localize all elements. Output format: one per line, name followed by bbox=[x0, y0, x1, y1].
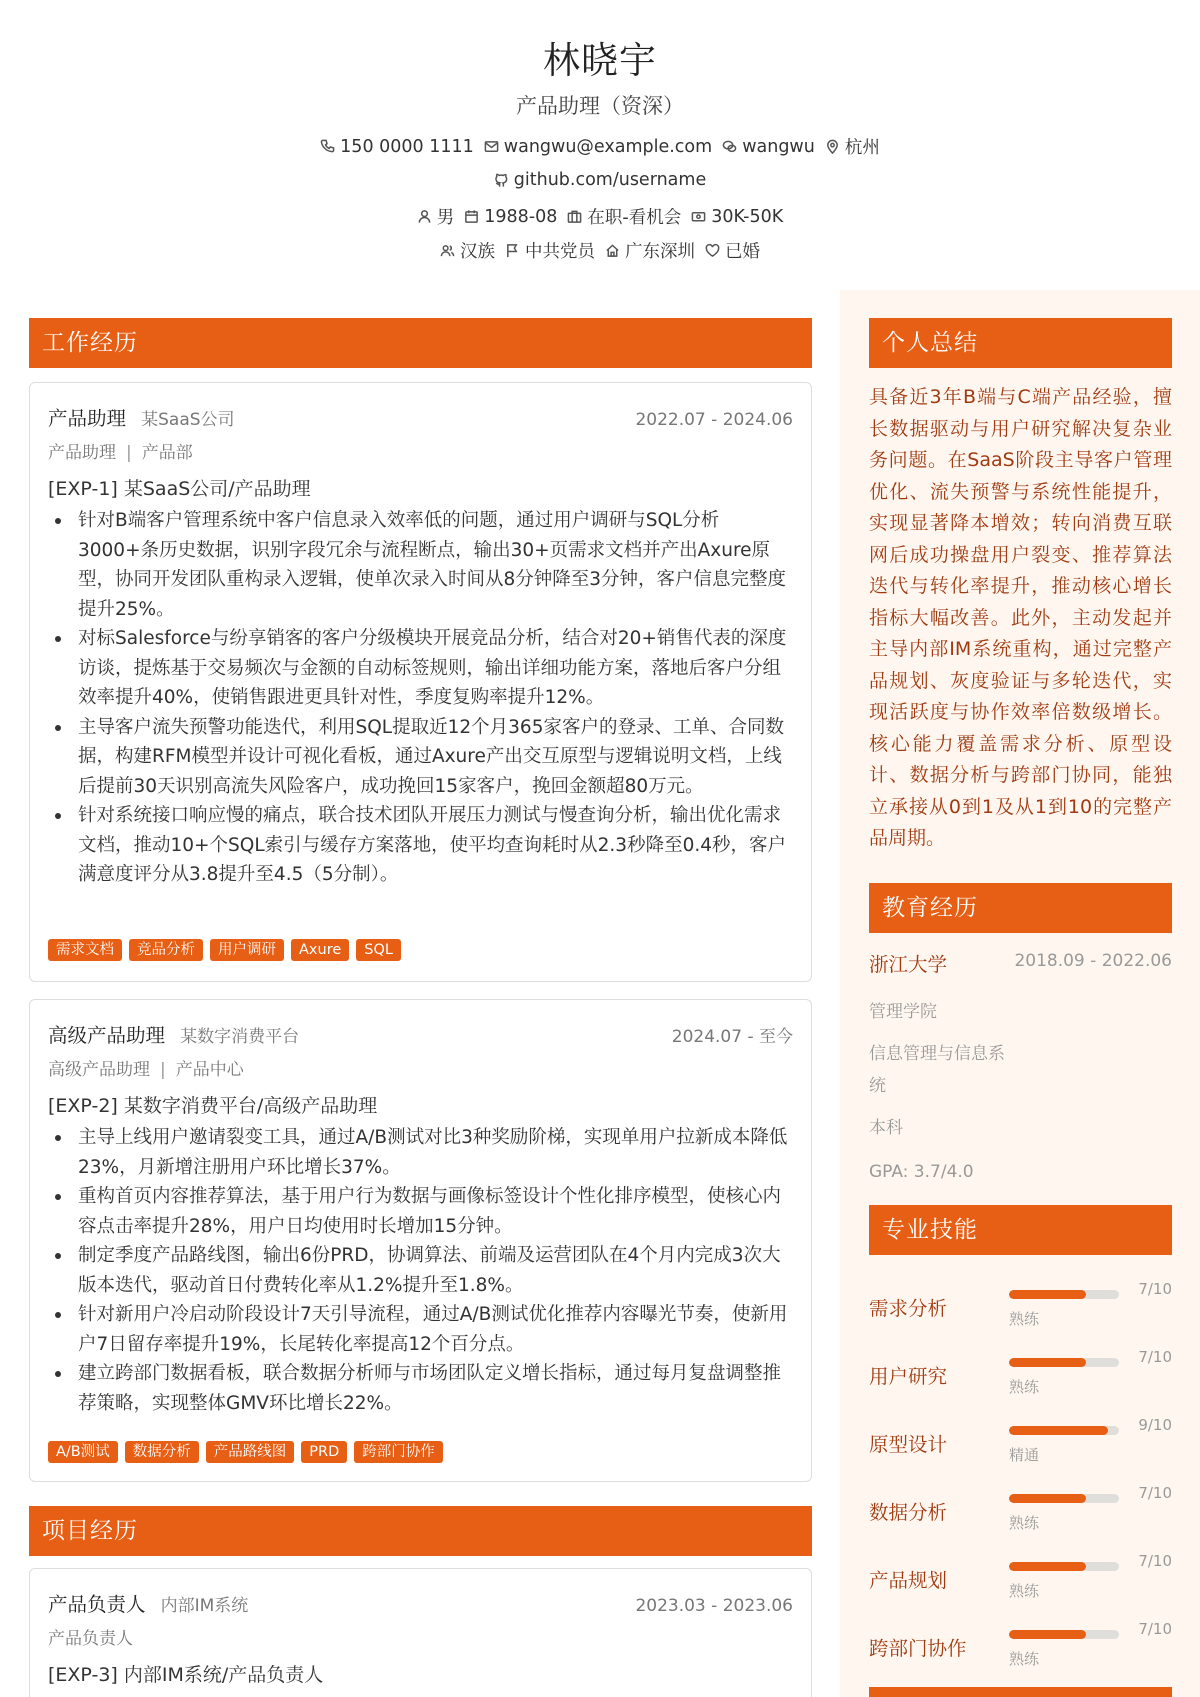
work-bullets bbox=[48, 1123, 793, 1418]
skill-tag: 数据分析 bbox=[125, 1441, 199, 1463]
summary-text: 具备近3年B端与C端产品经验，擅长数据驱动与用户研究解决复杂业务问题。在SaaS阶段主导客户管理优化、流失预警与系统性能提升，实现显著降本增效；转向消费互联网后成功操盘用户裂变、推荐算法迭代与转化率提升，推动核心增长指标大幅改善。此外，主动发起并主导内部IM系统重构，通过完整产品规划、灰度验证与多轮迭代，实现活跃度与协作效率倍数级增长。核心能力覆盖需求分析、原型设计、数据分析与跨部门协同，能独立承接从0到1及从1到10的完整产品周期。 bbox=[869, 386, 1172, 849]
work-org: 某数字消费平台 bbox=[180, 1027, 300, 1047]
github-icon bbox=[494, 173, 509, 188]
city-item bbox=[825, 134, 880, 159]
skill-progress-fill bbox=[1009, 1562, 1086, 1571]
skill-tag: 用户调研 bbox=[210, 939, 284, 961]
work-date: 2022.07 - 2024.06 bbox=[635, 410, 793, 430]
skill-tag: A/B测试 bbox=[48, 1441, 118, 1463]
skill-score: 7/10 bbox=[1138, 1348, 1172, 1366]
github-text: github.com/username bbox=[513, 170, 707, 190]
list-item: 针对新用户冷启动阶段设计7天引导流程，通过A/B测试优化推荐内容曝光节奏，使新用户7日留存率提升19%，长尾转化率提高12个百分点。 bbox=[48, 1300, 793, 1359]
skill-tag: PRD bbox=[301, 1441, 347, 1463]
skill-tag: Axure bbox=[291, 939, 349, 961]
flag-icon bbox=[505, 243, 520, 258]
edu-degree: 本科 bbox=[869, 1118, 903, 1138]
edu-major: 信息管理与信息系统 bbox=[869, 1044, 1005, 1096]
marital-item bbox=[705, 238, 760, 263]
hometown-text: 广东深圳 bbox=[625, 242, 695, 262]
skill-row bbox=[869, 1527, 1172, 1600]
skill-row bbox=[869, 1391, 1172, 1464]
skill-tag: 需求文档 bbox=[48, 939, 122, 961]
work-date: 2024.07 - 至今 bbox=[671, 1027, 793, 1047]
skill-progress-bar bbox=[1009, 1358, 1119, 1367]
skills-list bbox=[869, 1255, 1172, 1675]
personal-row bbox=[0, 238, 1200, 263]
work-exp-label: [EXP-2] 某数字消费平台/高级产品助理 bbox=[48, 1095, 378, 1117]
project-card-1 bbox=[29, 1568, 812, 1697]
email-item[interactable] bbox=[484, 137, 712, 157]
project-position: 产品负责人 bbox=[48, 1629, 133, 1649]
calendar-icon bbox=[464, 209, 479, 224]
phone-text: 150 0000 1111 bbox=[340, 136, 474, 157]
group-icon bbox=[440, 243, 455, 258]
skill-tag: 跨部门协作 bbox=[354, 1441, 443, 1463]
skill-progress-fill bbox=[1009, 1290, 1086, 1299]
email-text: wangwu@example.com bbox=[503, 136, 713, 157]
skill-progress-bar bbox=[1009, 1494, 1119, 1503]
skill-row bbox=[869, 1595, 1172, 1668]
candidate-role: 产品助理（资深） bbox=[516, 94, 684, 118]
work-org: 某SaaS公司 bbox=[141, 410, 235, 430]
skill-tag: SQL bbox=[356, 939, 401, 961]
work-card-head bbox=[48, 1020, 793, 1048]
edu-school: 浙江大学 bbox=[869, 953, 948, 976]
marital-text: 已婚 bbox=[725, 242, 760, 262]
list-item: 主导上线用户邀请裂变工具，通过A/B测试对比3种奖励阶梯，实现单用户拉新成本降低23%，月新增注册用户环比增长37%。 bbox=[48, 1123, 793, 1182]
skill-name: 原型设计 bbox=[869, 1433, 948, 1456]
list-item: 主导客户流失预警功能迭代，利用SQL提取近12个月365家客户的登录、工单、合同数据，构建RFM模型并设计可视化看板，通过Axure产出交互原型与逻辑说明文档，上线后提前30天识别高流失风险客户，成功挽回15家客户，挽回金额超80万元。 bbox=[48, 713, 793, 802]
skill-name: 需求分析 bbox=[869, 1297, 948, 1320]
birth-item bbox=[464, 207, 557, 227]
work-sub-separator: | bbox=[160, 1060, 166, 1080]
skill-score: 7/10 bbox=[1138, 1552, 1172, 1570]
skill-tag: 产品路线图 bbox=[206, 1441, 295, 1463]
skill-level: 熟练 bbox=[1009, 1310, 1040, 1328]
ethnicity-item bbox=[440, 238, 495, 263]
skill-name: 跨部门协作 bbox=[869, 1637, 967, 1660]
city-text: 杭州 bbox=[844, 138, 880, 158]
project-org: 内部IM系统 bbox=[160, 1596, 249, 1616]
salary-item bbox=[691, 207, 783, 227]
work-card-head bbox=[48, 403, 793, 431]
job-status-text: 在职-看机会 bbox=[587, 208, 682, 228]
skill-score: 9/10 bbox=[1138, 1416, 1172, 1434]
skill-name: 产品规划 bbox=[869, 1569, 948, 1592]
phone-item[interactable] bbox=[320, 137, 474, 157]
summary-heading: 个人总结 bbox=[869, 318, 1172, 368]
gender-item bbox=[417, 204, 455, 229]
home-icon bbox=[605, 243, 620, 258]
list-item: 制定季度产品路线图，输出6份PRD，协调算法、前端及运营团队在4个月内完成3次大版本迭代，驱动首日付费转化率从1.2%提升至1.8%。 bbox=[48, 1241, 793, 1300]
wechat-text: wangwu bbox=[742, 136, 815, 157]
skill-progress-bar bbox=[1009, 1426, 1119, 1435]
work-tags bbox=[48, 939, 401, 961]
edu-header bbox=[869, 933, 1172, 983]
profile-row bbox=[0, 204, 1200, 229]
work-bullets bbox=[48, 506, 793, 890]
skill-level: 熟练 bbox=[1009, 1650, 1040, 1668]
hometown-item bbox=[605, 238, 695, 263]
politics-text: 中共党员 bbox=[525, 242, 595, 262]
skill-level: 精通 bbox=[1009, 1446, 1040, 1464]
ethnicity-text: 汉族 bbox=[460, 242, 495, 262]
skills-heading: 专业技能 bbox=[869, 1205, 1172, 1255]
list-item: 针对B端客户管理系统中客户信息录入效率低的问题，通过用户调研与SQL分析3000+条历史数据，识别字段冗余与流程断点，输出30+页需求文档并产出Axure原型，协同开发团队重构录入逻辑，使单次录入时间从8分钟降至3分钟，客户信息完整度提升25%。 bbox=[48, 506, 793, 624]
edu-college: 管理学院 bbox=[869, 1002, 937, 1022]
work-dept: 产品中心 bbox=[175, 1060, 244, 1080]
phone-icon bbox=[320, 139, 335, 154]
birth-text: 1988-08 bbox=[484, 206, 558, 227]
skill-level: 熟练 bbox=[1009, 1378, 1040, 1396]
skill-score: 7/10 bbox=[1138, 1620, 1172, 1638]
skill-score: 7/10 bbox=[1138, 1280, 1172, 1298]
next-section-heading bbox=[869, 1687, 1172, 1697]
skill-progress-fill bbox=[1009, 1426, 1108, 1435]
mail-icon bbox=[484, 139, 499, 154]
work-sub bbox=[48, 1055, 244, 1080]
list-item: 对标Salesforce与纷享销客的客户分级模块开展竞品分析，结合对20+销售代表的深度访谈，提炼基于交易频次与金额的自动标签规则，输出详细功能方案，落地后客户分组效率提升40%，使销售跟进更具针对性，季度复购率提升12%。 bbox=[48, 624, 793, 713]
list-item: 针对系统接口响应慢的痛点，联合技术团队开展压力测试与慢查询分析，输出优化需求文档，推动10+个SQL索引与缓存方案落地，使平均查询耗时从2.3秒降至0.4秒，客户满意度评分从3.8提升至4.5（5分制）。 bbox=[48, 801, 793, 890]
money-icon bbox=[691, 209, 706, 224]
gender-text: 男 bbox=[436, 208, 455, 228]
contact-row bbox=[0, 134, 1200, 159]
list-item: 建立跨部门数据看板，联合数据分析师与市场团队定义增长指标，通过每月复盘调整推荐策略，实现整体GMV环比增长22%。 bbox=[48, 1359, 793, 1418]
work-card-1 bbox=[29, 382, 812, 982]
github-row bbox=[0, 170, 1200, 190]
work-dept: 产品部 bbox=[141, 443, 193, 463]
skill-progress-fill bbox=[1009, 1494, 1086, 1503]
list-item: 重构首页内容推荐算法，基于用户行为数据与画像标签设计个性化排序模型，使核心内容点击率提升28%，用户日均使用时长增加15分钟。 bbox=[48, 1182, 793, 1241]
skill-tag: 竞品分析 bbox=[129, 939, 203, 961]
skill-score: 7/10 bbox=[1138, 1484, 1172, 1502]
project-title: 产品负责人 bbox=[48, 1593, 146, 1616]
skill-progress-fill bbox=[1009, 1630, 1086, 1639]
skill-row bbox=[869, 1459, 1172, 1532]
work-sub-separator: | bbox=[126, 443, 132, 463]
summary-section bbox=[869, 318, 1172, 855]
project-heading: 项目经历 bbox=[29, 1506, 812, 1556]
skill-progress-fill bbox=[1009, 1358, 1086, 1367]
skill-name: 用户研究 bbox=[869, 1365, 948, 1388]
location-icon bbox=[825, 139, 840, 154]
work-title: 高级产品助理 bbox=[48, 1024, 166, 1047]
salary-text: 30K-50K bbox=[711, 206, 784, 227]
skill-row bbox=[869, 1323, 1172, 1396]
skill-level: 熟练 bbox=[1009, 1582, 1040, 1600]
wechat-item[interactable] bbox=[722, 137, 815, 157]
education-section bbox=[869, 883, 1172, 1188]
education-heading: 教育经历 bbox=[869, 883, 1172, 933]
wechat-icon bbox=[722, 139, 737, 154]
github-item[interactable] bbox=[494, 170, 706, 190]
job-status-item bbox=[567, 204, 681, 229]
skill-row bbox=[869, 1255, 1172, 1328]
project-date: 2023.03 - 2023.06 bbox=[635, 1596, 793, 1616]
edu-gpa: GPA: 3.7/4.0 bbox=[869, 1162, 974, 1182]
work-heading: 工作经历 bbox=[29, 318, 812, 368]
skills-section bbox=[869, 1205, 1172, 1675]
sidebar bbox=[840, 290, 1200, 1697]
project-card-head bbox=[48, 1589, 793, 1617]
skill-level: 熟练 bbox=[1009, 1514, 1040, 1532]
skill-progress-bar bbox=[1009, 1290, 1119, 1299]
edu-date: 2018.09 - 2022.06 bbox=[1014, 951, 1172, 971]
work-card-2 bbox=[29, 999, 812, 1482]
work-title: 产品助理 bbox=[48, 407, 127, 430]
skill-progress-bar bbox=[1009, 1630, 1119, 1639]
politics-item bbox=[505, 238, 595, 263]
work-tags bbox=[48, 1441, 443, 1463]
work-position: 产品助理 bbox=[48, 443, 116, 463]
briefcase-icon bbox=[567, 209, 582, 224]
work-sub bbox=[48, 438, 193, 463]
person-icon bbox=[417, 209, 432, 224]
heart-icon bbox=[705, 243, 720, 258]
work-exp-label: [EXP-1] 某SaaS公司/产品助理 bbox=[48, 478, 311, 500]
skill-progress-bar bbox=[1009, 1562, 1119, 1571]
project-exp-label: [EXP-3] 内部IM系统/产品负责人 bbox=[48, 1664, 324, 1686]
skill-name: 数据分析 bbox=[869, 1501, 948, 1524]
next-section-peek bbox=[869, 1687, 1172, 1697]
work-position: 高级产品助理 bbox=[48, 1060, 150, 1080]
candidate-name: 林晓宇 bbox=[543, 39, 657, 82]
